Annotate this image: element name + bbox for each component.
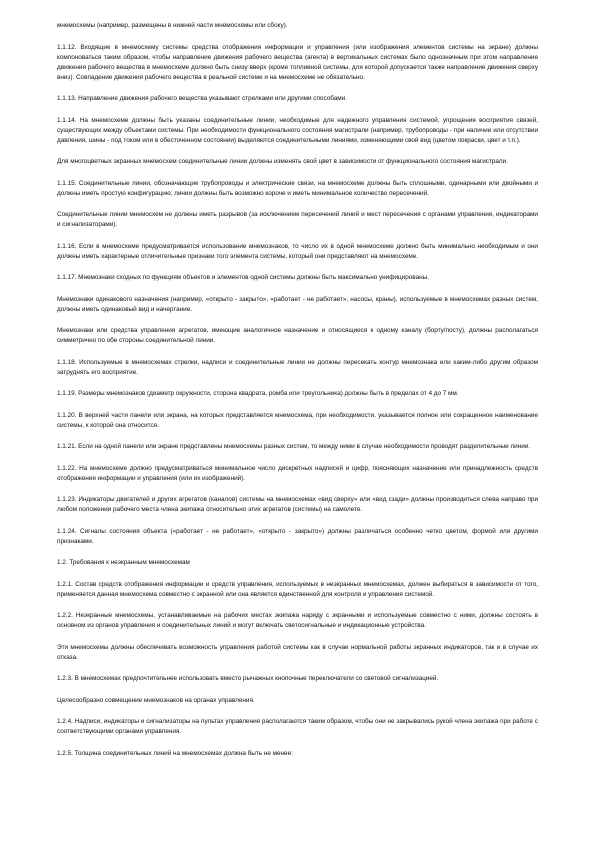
paragraph: 1.1.19. Размеры мнемознаков (диаметр окружности, сторона квадрата, ромба или треугольника) должны быть в пределах от 4 до 7 мм. [57, 390, 459, 397]
paragraph: 1.2.2. Неэкранные мнемосхемы, устанавливаемые на рабочих местах экипажа наряду с экранными и используемые совместно с ними, должны состоять в основном из органов управления и соединительных линий и могут включать светосигнальные и индикационные устройства. [57, 612, 538, 629]
paragraph: 1.1.12. Входящие в мнемосхему системы средства отображения информации и управления (или изображения элементов системы на экране) должны компоноваться таким образом, чтобы направление движения рабочего вещества (агента) в вертикальных системах было однозначным при этом направление движения рабочего вещества в мнемосхеме должно быть снизу вверх (кроме топливной системы, для которой допускается также направление движения сверху вниз). Совпадение движения рабочего вещества в реальной системе и на мнемосхеме не обязательно. [57, 43, 538, 81]
paragraph: 1.1.20. В верхней части панели или экрана, на которых представляется мнемосхема, при необходимости, указывается полное или сокращенное наименование системы, к которой она относится. [57, 411, 538, 429]
paragraph: мнемосхемы (например, размещены в нижней части мнемосхемы или сбоку). [57, 22, 288, 29]
paragraph: Целесообразно совмещение мнемознаков на органах управления. [57, 696, 255, 704]
paragraph: Для многоцветных экранных мнемосхем соединительные линии должны изменять свой цвет в зависимости от функционального состояния магистрали. [57, 158, 508, 165]
paragraph: Эти мнемосхемы должны обеспечивать возможность управления работой системы как в случае нормальной работы экранных индикаторов, так и в случае их отказа. [57, 643, 538, 661]
section-heading: 1.2. Требования к неэкранным мнемосхемам [57, 559, 190, 566]
paragraph: 1.2.1. Состав средств отображения информации и средств управления, используемых в неэкранных мнемосхемах, должен выбираться в зависимости от того, применяется данная мнемосхема совместно с экранной или она является единственной для контроля и управления системой. [57, 580, 538, 598]
paragraph: 1.1.21. Если на одной панели или экране представлены мнемосхемы разных систем, то между ними в случае необходимости проводят разделительные линии. [57, 443, 531, 450]
paragraph: Соединительные линии мнемосхем не должны иметь разрывов (за исключением пересечений линий и мест пересечения с органами управления, индикаторами и сигнализаторами). [57, 211, 538, 228]
paragraph: 1.2.3. В мнемосхемах предпочтительнее использовать вместо рычажных кнопочные переключатели со световой сигнализацией. [57, 675, 439, 682]
paragraph: Мнемознаки или средства управления агрегатов, имеющие аналогичное назначение и относящиеся к одному каналу (борту/посту), должны располагаться симметрично по обе стороны соединительной линии. [57, 327, 538, 344]
paragraph: Мнемознаки одинакового назначения (например, «открыто - закрыто», «работает - не работает», насосы, краны), используемые в мнемосхемах разных систем, должны иметь одинаковый вид и начертание. [57, 295, 538, 313]
paragraph: 1.1.24. Сигналы состояния объекта («работает - не работает», «открыто - закрыто») должны различаться особенно четко цветом, формой или другими признаками. [57, 527, 538, 545]
paragraph: 1.1.13. Направление движения рабочего вещества указывают стрелками или другими способами. [57, 95, 347, 102]
paragraph: 1.1.14. На мнемосхеме должны быть указаны соединительные линии, необходимые для надежного управления системой, упрощения восприятия связей, существующих между объектами системы. При необходимости функционального состояния магистрали (например, трубопроводы - при наличии или отсутствии давления, шины - под током или в обесточенном состоянии) выделяются соединительными линиями, изменяющими свой вид (цветом покраски, цвет и т.п.). [57, 116, 538, 144]
paragraph: 1.2.4. Надписи, индикаторы и сигнализаторы на пультах управления располагаются таким образом, чтобы они не закрывались рукой члена экипажа при работе с соответствующими органами управления. [57, 718, 538, 735]
paragraph: 1.1.18. Используемые в мнемосхемах стрелки, надписи и соединительные линии не должны пересекать контур мнемознака или каким-либо другим образом затруднять его восприятие. [57, 358, 538, 376]
paragraph: 1.1.16. Если в мнемосхеме предусматривается использование мнемознаков, то число их в одной мнемосхеме должно быть минимально необходимым и они должны иметь характерные отличительные признаки того элемента системы, который они представляют на мнемосхеме. [57, 242, 538, 260]
paragraph: 1.1.23. Индикаторы двигателей и других агрегатов (каналов) системы на мнемосхемах «вид сверху» или «вид сзади» должны производиться слева направо при любом положении рабочего места члена экипажа относительно этих агрегатов (системы) на самолете. [57, 496, 538, 513]
paragraph: 1.1.15. Соединительные линии, обозначающие трубопроводы и электрические связи, на мнемосхеме должны быть сплошными, одинарными или двойными и должны иметь простую конфигурацию; линии должны быть возможно короче и иметь минимальное количество пересечений. [57, 179, 538, 197]
paragraph: 1.1.22. На мнемосхеме должно предусматриваться минимальное число дискретных надписей и цифр, поясняющих назначение или принадлежность средств отображения информации и управления (или их изображений). [57, 464, 538, 482]
paragraph: 1.1.17. Мнемознаки сходных по функциям объектов и элементов одной системы должны быть максимально унифицированы. [57, 274, 429, 281]
paragraph: 1.2.5. Толщина соединительных линий на мнемосхемах должна быть не менее: [57, 749, 293, 757]
